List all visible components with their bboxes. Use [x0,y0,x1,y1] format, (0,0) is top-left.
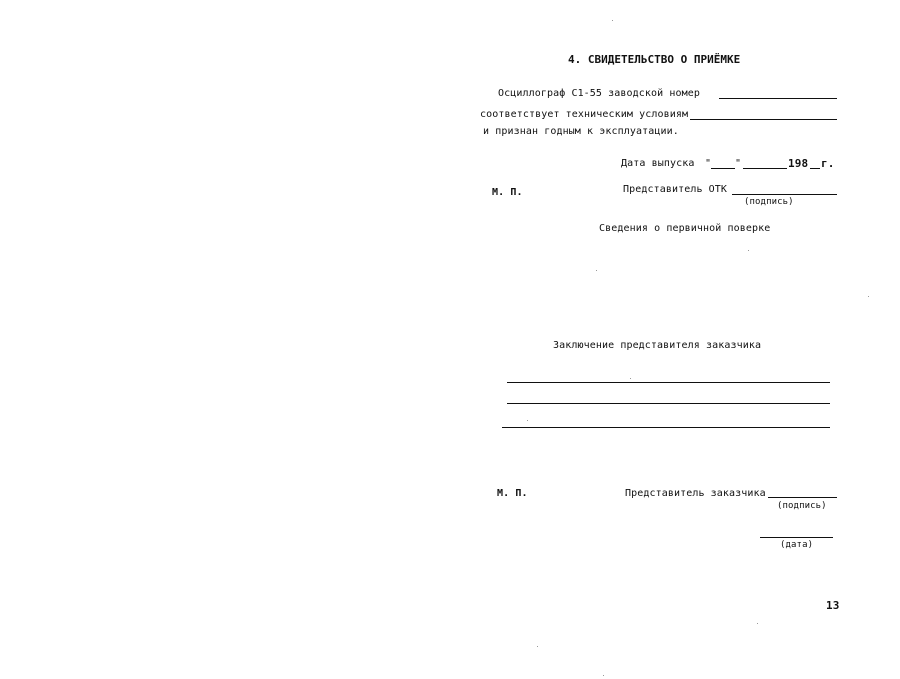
serial-number-blank [719,98,837,99]
scan-speck [868,296,869,297]
release-date-quote-close: " [735,158,742,169]
otk-signature-blank [732,194,837,195]
primary-check-heading: Сведения о первичной поверке [599,223,771,234]
date-note: (дата) [780,540,814,550]
page-number: 13 [826,599,840,612]
customer-signature-note: (подпись) [777,501,827,511]
release-year-blank [810,168,820,169]
scan-speck [748,250,749,251]
stamp-place-1: М. П. [492,187,523,198]
conclusion-line-2 [507,403,830,404]
section-title: 4. СВИДЕТЕЛЬСТВО О ПРИЁМКЕ [568,53,741,66]
otk-signature-note: (подпись) [744,197,794,207]
scan-speck [603,675,604,676]
stamp-place-2: М. П. [497,488,528,499]
release-month-blank [743,168,787,169]
release-date-quote-open: " [705,158,712,169]
release-date-label: Дата выпуска [621,158,695,169]
customer-conclusion-heading: Заключение представителя заказчика [553,340,762,351]
conclusion-line-3 [502,427,830,428]
scan-speck [630,378,631,379]
scan-speck [612,20,613,21]
fitness-text: и признан годным к эксплуатации. [483,126,679,137]
customer-signature-blank [768,497,837,498]
scan-speck [757,623,758,624]
scan-speck [596,270,597,271]
conformity-text: соответствует техническим условиям [480,109,689,120]
conclusion-line-1 [507,382,830,383]
conditions-blank [690,119,837,120]
otk-representative-label: Представитель ОТК [623,184,728,195]
release-day-blank [711,168,735,169]
date-blank [760,537,833,538]
release-year: 198 [788,157,809,170]
customer-representative-label: Представитель заказчика [625,488,766,499]
device-serial-text: Осциллограф С1-55 заводской номер [498,88,700,99]
scan-speck [527,420,528,421]
scan-speck [537,646,538,647]
release-year-suffix: г. [821,157,835,170]
